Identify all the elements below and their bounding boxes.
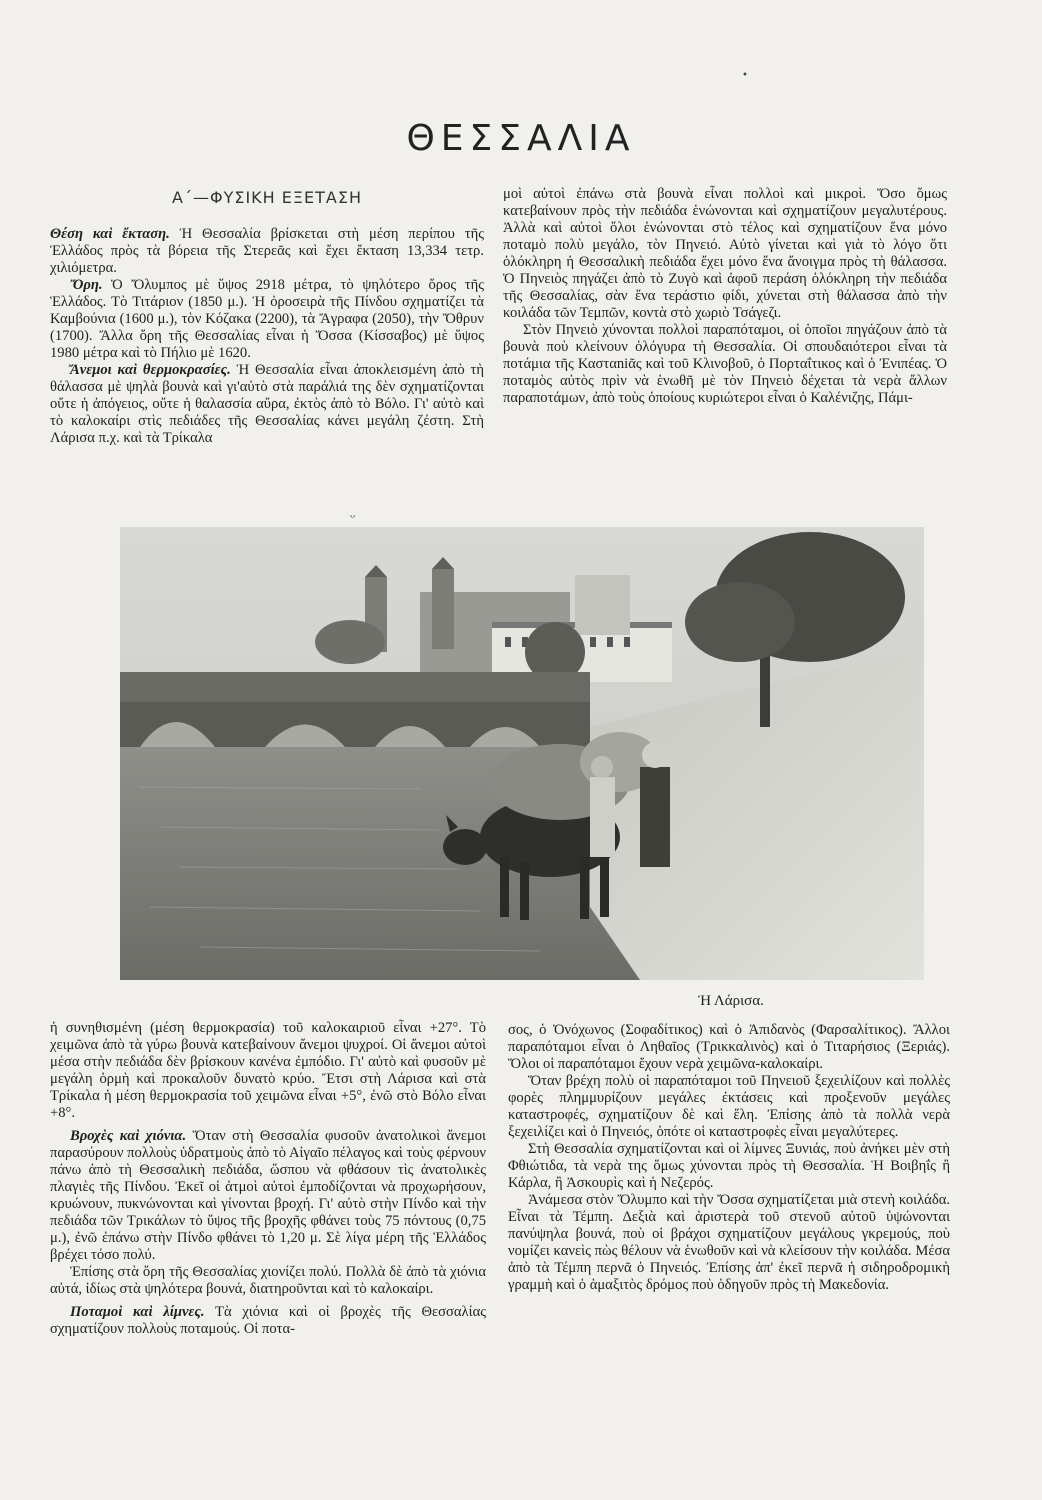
paragraph-text: Ἡ Θεσσαλία εἶναι ἀποκλεισμένη ἀπὸ τὴ θάλασσα μὲ ψηλὰ βουνὰ καὶ γι'αὐτὸ στὰ παράλιά της δὲν σχηματίζονται οὔτε ἡ ἀπόγειος, οὔτε ἡ θαλασσία αὔρα, ἐκτὸς ἀπὸ τὸ Βόλο. Γι' αὐτὸ καὶ τὸ καλοκαίρι στὶς πεδιάδες τῆς Θεσσαλίας κάνει μεγάλη ζέστη. Στὴ Λάρισα π.χ. καὶ τὰ Τρίκαλα bbox=[50, 362, 484, 446]
paragraph-rivers-cont: μοὶ αὐτοὶ ἐπάνω στὰ βουνὰ εἶναι πολλοὶ καὶ μικροὶ. Ὅσο ὅμως κατεβαίνουν πρὸς τὴν πεδιάδα ἑνώνονται καὶ σχηματίζουν μεγαλυτέρους. Ἀλλὰ καὶ αὐτοὶ ὅλοι ἑνώνονται στὸ τέλος καὶ σχηματίζουν ἕνα μόνο ποταμὸ πολὺ μεγάλο, τὸν Πηνειό. Αὐτὸ γίνεται καὶ γιὰ τὸ λόγο ὅτι ὁλόκληρη ἡ Θεσσαλικὴ πεδιάδα ἔχει μόνο ἕνα ἄνοιγμα πρὸς τὴ θάλασσα. Ὁ Πηνειὸς πηγάζει ἀπὸ τὸ Ζυγὸ καὶ ἀφοῦ περάση ὁλόκληρη τὴν πεδιάδα τῆς Θεσσαλίας, σὰν ἕνα τεράστιο φίδι, χύνεται στὴ θάλασσα ἀπὸ τὴν κοιλάδα τῶν Τεμπῶν, κοντὰ στὸ χωριὸ Τσάγεζι. bbox=[503, 186, 947, 321]
paragraph-text: Ὁ Ὄλυμπος μὲ ὕψος 2918 μέτρα, τὸ ψηλότερο ὄρος τῆς Ἑλλάδος. Τὸ Τιτάριον (1850 μ.). Ἡ ὀροσειρὰ τῆς Πίνδου σχηματίζει τὰ Καμβούνια (1600 μ.), τὸν Κόζακα (2200), τὰ Ἄγραφα (2050), τὴν Ὄθρυν (1700). Ἄλλα ὄρη τῆς Θεσσαλίας εἶναι ἡ Ὄσσα (Κίσσαβος) μὲ ὕψος 1980 μέτρα καὶ τὸ Πήλιο μὲ 1620. bbox=[50, 277, 484, 361]
paragraph-text: Ἡ Θεσσαλία βρίσκεται στὴ μέση περίπου τῆς Ἑλλάδος πρὸς τὰ βόρεια τῆς Στερεᾶς καὶ ἔχει ἔκταση 13,334 τετρ. χιλιόμετρα. bbox=[50, 226, 485, 276]
paragraph-winter: ἡ συνηθισμένη (μέση θερμοκρασία) τοῦ καλοκαιριοῦ εἶναι +27°. Τὸ χειμῶνα ἀπὸ τὰ γύρω βουνὰ κατεβαίνουν ἄνεμοι ψυχροί. Οἱ ἄνεμοι αὐτοὶ μέσα στὴν πεδιάδα δὲν βρίσκουν κανένα ἐμπόδιο. Γι' αὐτὸ καὶ φυσοῦν μὲ μεγάλη ὁρμὴ καὶ προκαλοῦν δυνατὸ κρύο. Ἔτσι στὴ Λάρισα καὶ στὰ Τρίκαλα ἡ μέση θερμοκρασία τοῦ χειμῶνα εἶναι +5°, ἐνῶ στὸ Βόλο εἶναι +8°. bbox=[50, 1020, 486, 1121]
paragraph-rain bbox=[50, 1128, 486, 1264]
column-top-right bbox=[503, 186, 947, 407]
runin-heading: Βροχὲς καὶ χιόνια. bbox=[70, 1128, 187, 1144]
paragraph-lakes: Στὴ Θεσσαλία σχηματίζονται καὶ οἱ λίμνες Ξυνιάς, ποὺ ἀνήκει μὲν στὴ Φθιώτιδα, τὰ νερὰ της ὅμως χύνονται πρὸς τὴ Θεσσαλία. Ἡ Βοιβηΐς ἢ Κάρλα, ἢ Ἀσκουρὶς καὶ ἡ Νεζερός. bbox=[508, 1141, 950, 1191]
column-bottom-left bbox=[50, 1020, 486, 1338]
runin-heading: Ποταμοὶ καὶ λίμνες. bbox=[70, 1304, 205, 1320]
section-heading: Α΄—ΦΥΣΙΚΗ ΕΞΕΤΑΣΗ bbox=[172, 188, 362, 207]
photo-caption: Ἡ Λάρισα. bbox=[698, 993, 764, 1009]
photo-illustration bbox=[120, 527, 924, 980]
paragraph-floods: Ὅταν βρέχη πολὺ οἱ παραπόταμοι τοῦ Πηνειοῦ ξεχειλίζουν καὶ πολλὲς φορὲς πλημμυρίζουν μεγάλες ἐκτάσεις καὶ προξενοῦν μεγάλες καταστροφές, σχηματίζουν δὲ καὶ ἕλη. Ἐπίσης ἀπὸ τὰ πολλὰ νερὰ ξεχειλίζει καὶ ὁ Πηνειός, ὁπότε οἱ καταστροφὲς εἶναι μεγαλύτερες. bbox=[508, 1073, 950, 1140]
paragraph-snow: Ἐπίσης στὰ ὄρη τῆς Θεσσαλίας χιονίζει πολύ. Πολλὰ δὲ ἀπὸ τὰ χιόνια αὐτά, ἰδίως στὰ ψηλότερα βουνά, διατηροῦνται καὶ τὸ καλοκαίρι. bbox=[50, 1264, 486, 1297]
paragraph-text: Τὰ χιόνια καὶ οἱ βροχὲς τῆς Θεσσαλίας σχηματίζουν πολλοὺς ποταμούς. Οἱ ποτα- bbox=[50, 1304, 486, 1337]
runin-heading: Θέση καὶ ἔκταση. bbox=[50, 226, 170, 242]
page-speck: ᵕ bbox=[350, 510, 356, 526]
photo-larisa bbox=[120, 527, 924, 980]
runin-heading: Ἄνεμοι καὶ θερμοκρασίες. bbox=[70, 362, 231, 378]
runin-heading: Ὄρη. bbox=[70, 277, 103, 293]
paragraph-location bbox=[50, 226, 484, 277]
page-title: ΘΕΣΣΑΛΙΑ bbox=[406, 118, 636, 159]
paragraph-text: Ὅταν στὴ Θεσσαλία φυσοῦν ἀνατολικοὶ ἄνεμοι παρασύρουν πολλοὺς ὑδρατμοὺς ἀπὸ τὸ Αἰγαῖο πέλαγος καὶ τοὺς φέρνουν πάνω ἀπὸ τὴ Θεσσαλικὴ πεδιάδα, ὥσπου νὰ φθάσουν τὶς ἀνατολικὲς πλαγιὲς τῆς Πίνδου. Ἐκεῖ οἱ ἀτμοὶ αὐτοὶ ἐμποδίζονται νὰ προχωρήσουν, κρυώνουν, πυκνώνονται καὶ γίνονται βροχή. Γι' αὐτὸ στὴν Πίνδο καὶ τὴν πεδιάδα τῶν Τρικάλων τὸ ὕψος τῆς βροχῆς φθάνει τοὺς 75 πόντους (0,75 μ.), ἐνῶ ἐπάνω στὴν Πίνδο φθάνει τὸ 1,20 μ. Σὲ λίγα μέρη τῆς Ἑλλάδος βρέχει τόσο πολύ. bbox=[50, 1128, 486, 1263]
paragraph-tributaries-cont: σος, ὁ Ὀνόχωνος (Σοφαδίτικος) καὶ ὁ Ἀπιδανὸς (Φαρσαλίτικος). Ἄλλοι παραπόταμοι εἶναι ὁ Ληθαῖος (Τρικκαλινὸς) καὶ ὁ Τιταρήσιος (Ξεριάς). Ὅλοι οἱ παραπόταμοι ἔχουν νερὰ χειμῶνα-καλοκαίρι. bbox=[508, 1022, 950, 1072]
paragraph-winds bbox=[50, 362, 484, 447]
page-speck: • bbox=[742, 70, 748, 81]
paragraph-tributaries: Στὸν Πηνειὸ χύνονται πολλοὶ παραπόταμοι, οἱ ὁποῖοι πηγάζουν ἀπὸ τὰ βουνὰ ποὺ κλείνουν ὁλόγυρα τὴ Θεσσαλία. Οἱ σπουδαιότεροι εἶναι τὰ ποτάμια τῆς Κασταniᾶς καὶ τοῦ Κλινοβοῦ, ὁ Πορταΐτικος καὶ ὁ Ἐνιπέας. Ὁ ποταμὸς αὐτὸς πρὶν νὰ ἑνωθῆ μὲ τὸν Πηνειὸ δέχεται τὰ νερὰ ἄλλων παραποτάμων, ἀπὸ τοὺς ὁποίους κυριώτεροι εἶναι ὁ Καλένιζης, Πάμι- bbox=[503, 322, 947, 406]
paragraph-mountains bbox=[50, 277, 484, 362]
paragraph-rivers bbox=[50, 1304, 486, 1338]
paragraph-tempi: Ἀνάμεσα στὸν Ὄλυμπο καὶ τὴν Ὄσσα σχηματίζεται μιὰ στενὴ κοιλάδα. Εἶναι τὰ Τέμπη. Δεξιὰ καὶ ἀριστερὰ τοῦ στενοῦ αὐτοῦ ὑψώνονται πανύψηλα βουνά, ποὺ οἱ βράχοι σχηματίζουν μεγάλους γκρεμούς, ποὺ νομίζει κανεὶς πὼς θέλουν νὰ ἑνωθοῦν καὶ νὰ κλείσουν τὴν κοιλάδα. Μέσα ἀπὸ τὰ Τέμπη περνᾶ ὁ Πηνειός. Ἐπίσης ἀπ' ἐκεῖ περνᾶ ἡ σιδηροδρομικὴ γραμμὴ καὶ ὁ ἁμαξιτὸς δρόμος ποὺ ὁδηγοῦν πρὸς τὴ Μακεδονία. bbox=[508, 1192, 950, 1293]
column-top-left bbox=[50, 226, 484, 447]
column-bottom-right bbox=[508, 1022, 950, 1294]
